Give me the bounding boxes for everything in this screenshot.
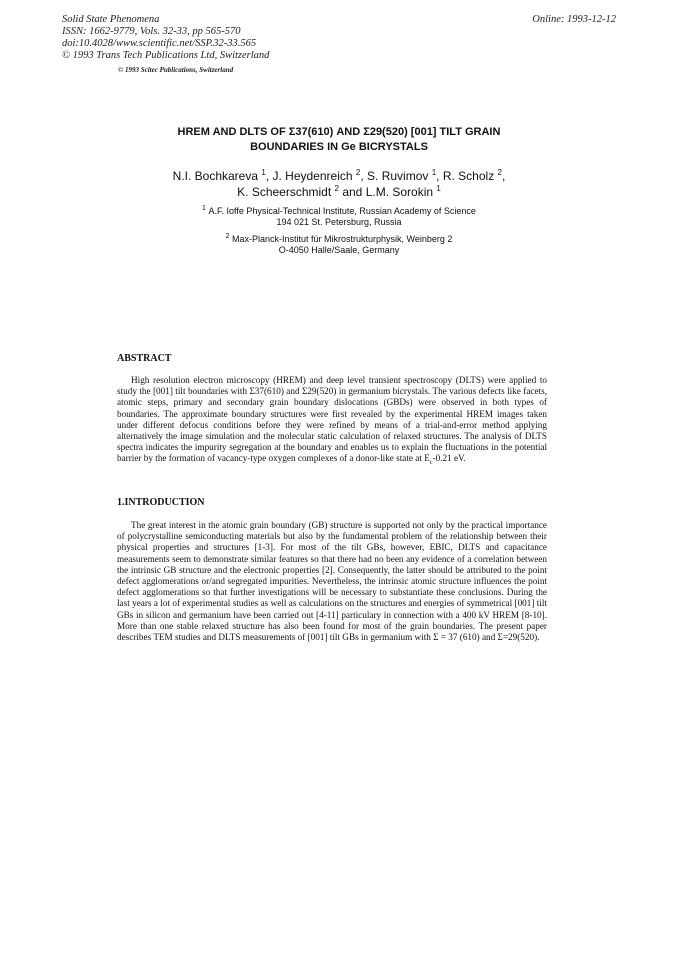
author-line-1 [90,168,588,184]
publisher-line: © 1993 Scitec Publications, Switzerland [118,66,234,74]
online-date: Online: 1993-12-12 [532,14,616,25]
author-name: K. Scheerschmidt [237,185,332,199]
copyright-line: © 1993 Trans Tech Publications Ltd, Switzerland [62,50,270,61]
abstract-heading: ABSTRACT [117,353,172,364]
author-affiliation-mark: 1 [431,168,437,177]
author-affiliation-mark: 1 [436,184,441,193]
author-separator: , [502,169,506,183]
author-name: J. Heydenreich [272,169,353,183]
affiliation-address: 194 021 St. Petersburg, Russia [276,217,402,227]
affiliation-institute: A.F. Ioffe Physical-Technical Institute, Russian Academy of Science [208,206,476,216]
author-name: S. Ruvimov [367,169,429,183]
introduction-heading: 1.INTRODUCTION [117,497,205,508]
affiliation-number: 2 [225,233,230,240]
abstract-text-end: -0.21 eV. [432,453,466,464]
author-separator: , [360,169,368,183]
title-line-1: HREM AND DLTS OF Σ37(610) AND Σ29(520) [001] TILT GRAIN [177,126,501,138]
title-line-2: BOUNDARIES IN Ge BICRYSTALS [250,141,428,153]
issn-line: ISSN: 1662-9779, Vols. 32-33, pp 565-570 [62,26,241,37]
affiliation-address: O-4050 Halle/Saale, Germany [278,245,400,255]
journal-name: Solid State Phenomena [62,14,160,25]
author-affiliation-mark: 2 [334,184,339,193]
author-name: R. Scholz [442,169,495,183]
author-affiliation-mark: 1 [261,168,266,177]
author-separator: , [265,169,273,183]
doi-line[interactable]: doi:10.4028/www.scientific.net/SSP.32-33.565 [62,38,257,49]
author-separator: and [338,185,366,199]
abstract-body [117,375,547,469]
author-affiliation-mark: 2 [355,168,361,177]
abstract-text: High resolution electron microscopy (HREM) and deep level transient spectroscopy (DLTS) were applied to study the [001] tilt boundaries with Σ37(610) and Σ29(520) in germanium bicrystals. The various defects like facets, atomic steps, primary and secondary grain boundary dislocations (GBDs) were observed in both types of boundaries. The approximate boundary structures were first revealed by the experimental HREM images taken under different defocus conditions before they were refined by means of a trial-and-error method applying alternatively the image simulation and the molecular static calculation of relaxed structures. The analysis of DLTS spectra indicates the impurity segregation at the boundary and enables us to explain the fluctuations in the potential barrier by the formation of vacancy-type oxygen complexes of a donor-like state at E [117,375,547,464]
author-list [90,168,588,200]
author-name: L.M. Sorokin [365,185,434,199]
author-affiliation-mark: 2 [497,168,502,177]
affiliation-2 [90,234,588,256]
energy-subscript: c [429,460,433,467]
introduction-body [117,520,547,643]
author-line-2 [90,184,588,200]
affiliation-1 [90,206,588,228]
author-name: N.I. Bochkareva [172,169,259,183]
paper-title [90,125,588,155]
introduction-text: The great interest in the atomic grain boundary (GB) structure is supported not only by the practical importance of polycrystalline semiconducting materials but also by the fundamental problem of the relationship between their physical properties and structures [1-3]. For most of the tilt GBs, however, EBIC, DLTS and capacitance measurements seem to demonstrate similar features so that there had no been any evidence of a correlation between the intrinsic GB structure and the electronic properties [2]. Consequently, the latter should be attributed to the point defect agglomerations or/and segregated impurities. Nevertheless, the intrinsic atomic structure influences the point defect agglomerations so that further investigations will be necessary to substantiate these conclusions. During the last years a lot of experimental studies as well as calculations on the structures and energies of symmetrical [001] tilt GBs in silicon and germanium have been carried out [4-11] particulary in connection with a 400 kV HREM [8-10]. More than one stable relaxed structure has also been found for most of the grain boundaries. The present paper describes TEM studies and DLTS measurements of [001] tilt GBs in germanium with Σ = 37 (610) and Σ=29(520). [117,520,547,643]
affiliation-institute: Max-Planck-Institut für Mikrostrukturphysik, Weinberg 2 [232,234,453,244]
affiliation-number: 1 [202,205,206,212]
author-separator: , [436,169,443,183]
